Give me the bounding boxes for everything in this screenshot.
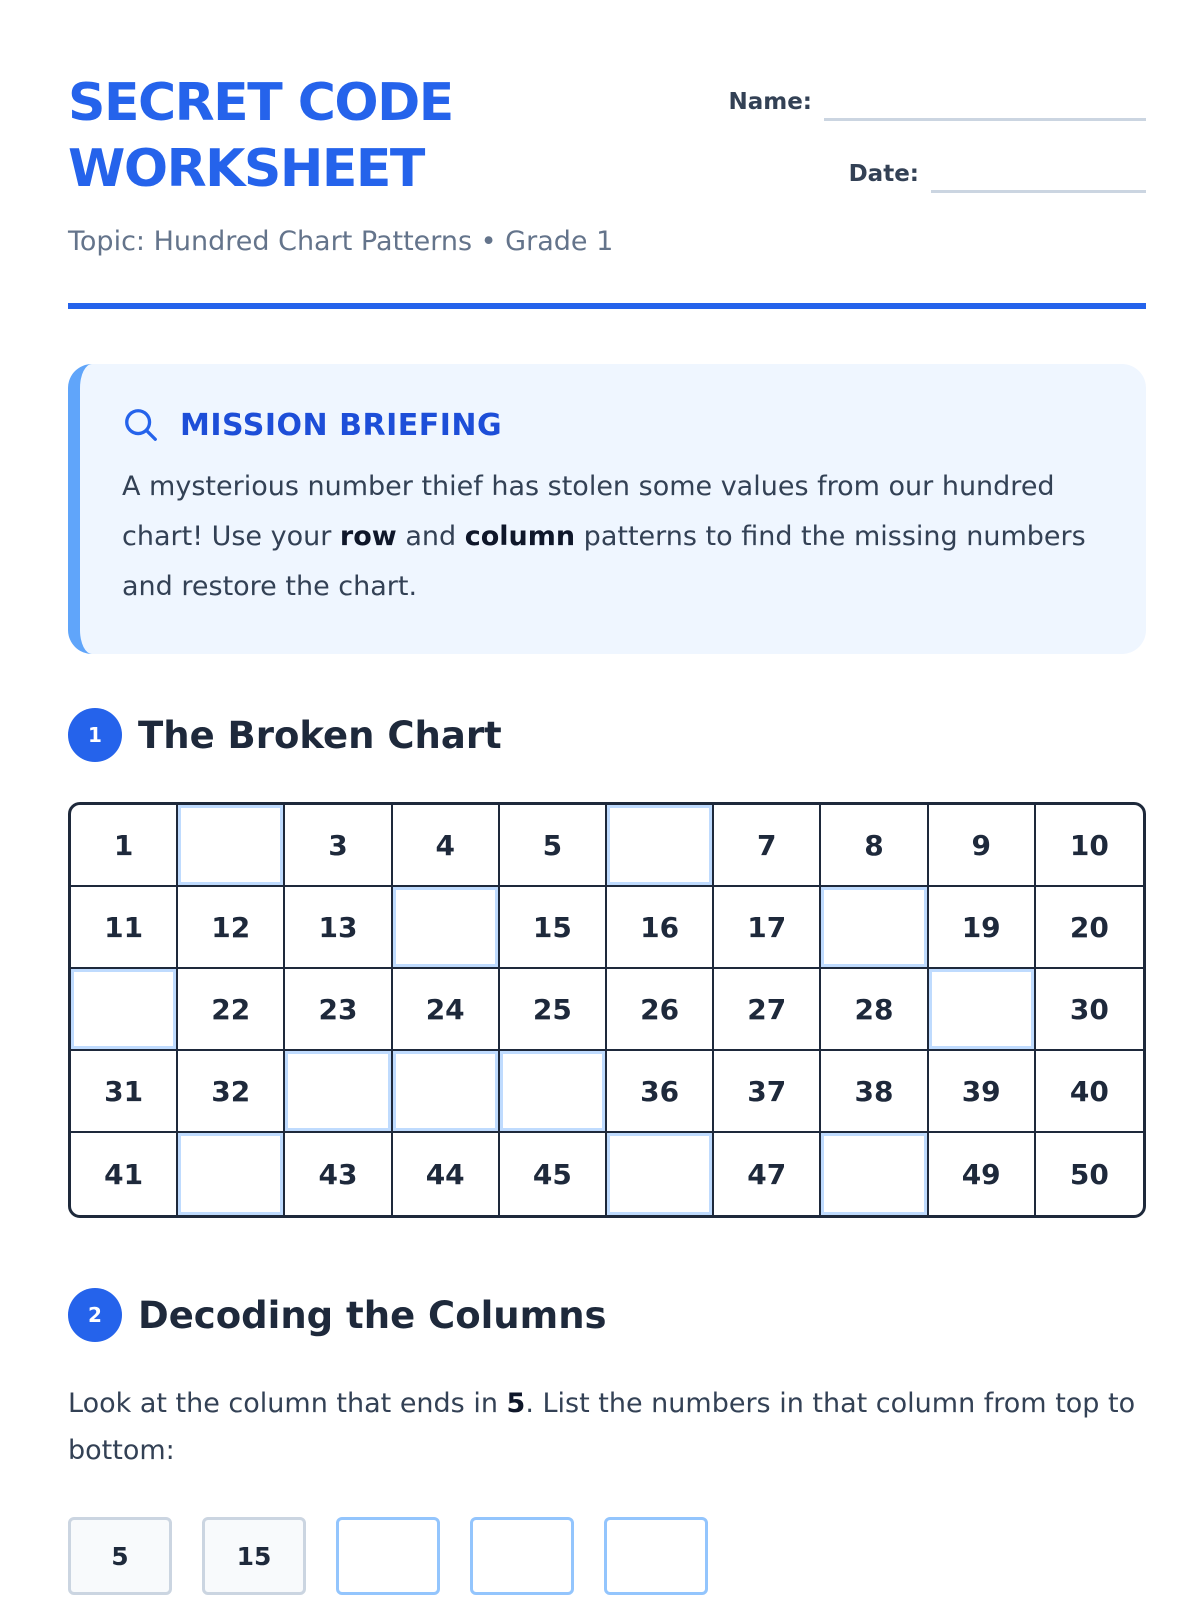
answer-input-box[interactable] — [336, 1517, 440, 1595]
number-cell: 20 — [1036, 887, 1143, 969]
section-2-heading — [68, 1288, 607, 1342]
number-cell: 12 — [178, 887, 285, 969]
hundred-chart-grid — [68, 802, 1146, 1218]
name-label: Name: — [728, 89, 812, 115]
title-line-1: SECRET CODE — [68, 73, 453, 133]
briefing-bold-row: row — [339, 521, 397, 552]
missing-number-cell[interactable] — [929, 969, 1036, 1051]
worksheet-title — [68, 70, 628, 202]
number-cell: 16 — [607, 887, 714, 969]
missing-number-cell[interactable] — [178, 805, 285, 887]
number-cell: 1 — [71, 805, 178, 887]
section-1-heading — [68, 708, 502, 762]
number-cell: 38 — [821, 1051, 928, 1133]
number-cell: 22 — [178, 969, 285, 1051]
section-1-title: The Broken Chart — [138, 713, 502, 757]
briefing-text-part: patterns to find the missing numbers and restore the chart. — [122, 521, 1086, 602]
section-1-number: 1 — [68, 708, 122, 762]
number-cell: 27 — [714, 969, 821, 1051]
missing-number-cell[interactable] — [285, 1051, 392, 1133]
answer-given-box: 15 — [202, 1517, 306, 1595]
section-2-number: 2 — [68, 1288, 122, 1342]
missing-number-cell[interactable] — [607, 1133, 714, 1215]
briefing-header — [122, 406, 1086, 444]
number-cell: 28 — [821, 969, 928, 1051]
briefing-bold-column: column — [464, 521, 576, 552]
worksheet-header — [68, 70, 1146, 257]
missing-number-cell[interactable] — [393, 1051, 500, 1133]
missing-number-cell[interactable] — [393, 887, 500, 969]
missing-number-cell[interactable] — [500, 1051, 607, 1133]
number-cell: 47 — [714, 1133, 821, 1215]
missing-number-cell[interactable] — [821, 1133, 928, 1215]
answer-given-box: 5 — [68, 1517, 172, 1595]
title-line-2: WORKSHEET — [68, 139, 424, 199]
answer-boxes — [68, 1517, 738, 1595]
number-cell: 3 — [285, 805, 392, 887]
missing-number-cell[interactable] — [178, 1133, 285, 1215]
question-bold: 5 — [506, 1388, 526, 1419]
topic-line: Topic: Hundred Chart Patterns • Grade 1 — [68, 226, 614, 257]
number-cell: 19 — [929, 887, 1036, 969]
number-cell: 8 — [821, 805, 928, 887]
question-text-part: . List the numbers in that column from top to bottom: — [68, 1388, 1136, 1466]
number-cell: 44 — [393, 1133, 500, 1215]
number-cell: 4 — [393, 805, 500, 887]
number-cell: 26 — [607, 969, 714, 1051]
number-cell: 41 — [71, 1133, 178, 1215]
section-2-title: Decoding the Columns — [138, 1293, 607, 1337]
briefing-text — [122, 462, 1086, 612]
number-cell: 50 — [1069, 1157, 1109, 1191]
number-cell: 11 — [71, 887, 178, 969]
number-cell: 36 — [607, 1051, 714, 1133]
date-field[interactable] — [849, 150, 1146, 193]
number-cell: 15 — [500, 887, 607, 969]
question-text-part: Look at the column that ends in — [68, 1388, 507, 1419]
number-cell: 13 — [285, 887, 392, 969]
number-cell: 23 — [285, 969, 392, 1051]
briefing-text-part: and — [396, 521, 465, 552]
number-cell: 43 — [285, 1133, 392, 1215]
mission-briefing — [68, 364, 1146, 654]
name-line[interactable] — [824, 78, 1146, 121]
answer-input-box[interactable] — [470, 1517, 574, 1595]
number-cell: 31 — [71, 1051, 178, 1133]
briefing-text-part: A mysterious number thief has stolen some values from our hundred chart! Use your — [122, 471, 1055, 552]
number-cell: 24 — [393, 969, 500, 1051]
number-cell: 49 — [929, 1133, 1036, 1215]
number-cell: 5 — [500, 805, 607, 887]
column-question — [68, 1380, 1146, 1474]
number-cell: 40 — [1036, 1051, 1143, 1133]
answer-input-box[interactable] — [604, 1517, 708, 1595]
missing-number-cell[interactable] — [71, 969, 178, 1051]
number-cell: 39 — [929, 1051, 1036, 1133]
number-cell: 30 — [1036, 969, 1143, 1051]
date-label: Date: — [848, 161, 919, 187]
number-cell: 45 — [500, 1133, 607, 1215]
search-icon — [122, 406, 160, 444]
missing-number-cell[interactable] — [607, 805, 714, 887]
number-cell: 25 — [500, 969, 607, 1051]
number-cell: 9 — [929, 805, 1036, 887]
number-cell: 17 — [714, 887, 821, 969]
name-field[interactable] — [728, 78, 1146, 121]
briefing-title: MISSION BRIEFING — [180, 407, 503, 443]
header-divider — [68, 303, 1146, 309]
date-line[interactable] — [931, 150, 1146, 193]
missing-number-cell[interactable] — [821, 887, 928, 969]
number-cell: 32 — [178, 1051, 285, 1133]
number-cell: 10 — [1036, 805, 1143, 887]
number-cell: 37 — [714, 1051, 821, 1133]
number-cell: 7 — [714, 805, 821, 887]
